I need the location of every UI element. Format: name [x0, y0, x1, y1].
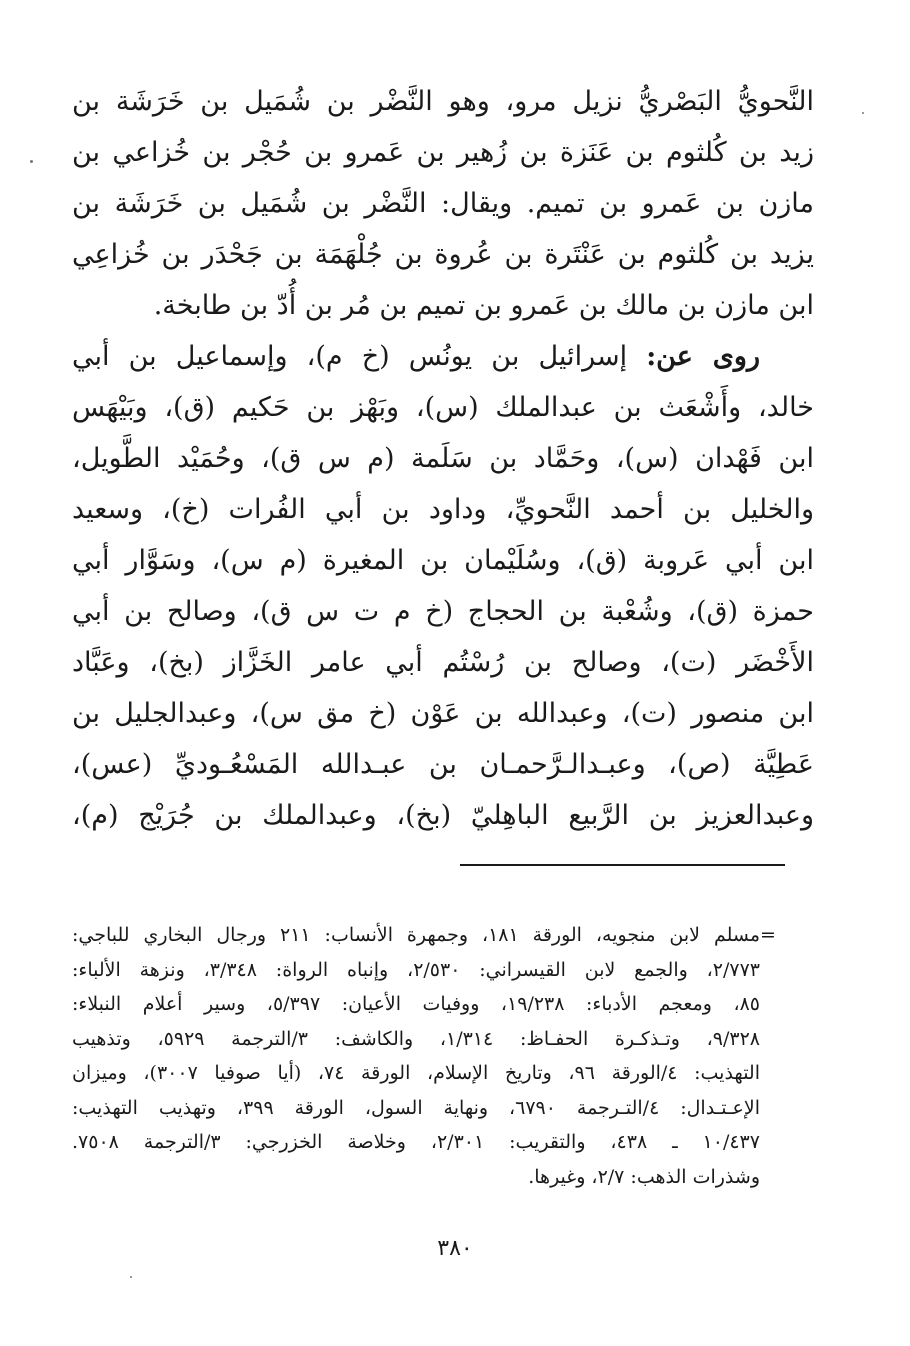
text-line: خالد، وأَشْعَث بن عبدالملك (س)، وبَهْز بن حَكيم (ق)، وبَيْهَس	[72, 392, 814, 423]
footnote-line: وشذرات الذهب: ٢/٧، وغيرها.	[528, 1165, 760, 1188]
footnote-separator	[460, 864, 785, 866]
page-number: ٣٨٠	[437, 1236, 473, 1261]
footnote-line: التهذيب: ٤/الورقة ٩٦، وتاريخ الإسلام، الورقة ٧٤، (أيا صوفيا ٣٠٠٧)، وميزان	[72, 1062, 760, 1084]
text-line: ابن أبي عَروبة (ق)، وسُلَيْمان بن المغيرة (م س)، وسَوَّار أبي	[72, 545, 814, 576]
text-line: مازن بن عَمرو بن تميم. ويقال: النَّضْر بن شُمَيل بن خَرَشَة بن	[72, 188, 814, 219]
text-line: ابن منصور (ت)، وعبدالله بن عَوْن (خ مق س)، وعبدالجليل بن	[72, 698, 815, 729]
riwaya-label: روى عن:	[646, 341, 760, 372]
text-line: عَطِيَّة (ص)، وعبـدالـرَّحمـان بن عبـدالله المَسْعُـوديِّ (عس)،	[72, 749, 814, 780]
text-line: ابن مازن بن مالك بن عَمرو بن تميم بن مُر بن أُدّ بن طابخة.	[153, 290, 814, 321]
riwaya-line	[72, 331, 814, 382]
text-line: وعبدالعزيز بن الرَّبيع الباهِليّ (بخ)، وعبدالملك بن جُرَيْج (م)،	[72, 800, 814, 831]
footnote-line: ٢/٧٧٣، والجمع لابن القيسراني: ٢/٥٣٠، وإنباه الرواة: ٣/٣٤٨، ونزهة الألباء:	[72, 958, 760, 981]
footnote-line: الإعـتـدال: ٤/التـرجمة ٦٧٩٠، ونهاية السول، الورقة ٣٩٩، وتهذيب التهذيب:	[72, 1096, 760, 1119]
text-line: زيد بن كُلثوم بن عَنَزة بن زُهير بن عَمرو بن حُجْر بن خُزاعي بن	[72, 137, 814, 168]
text-line: الأَخْضَر (ت)، وصالح بن رُسْتُم أبي عامر الخَزَّاز (بخ)، وعَبَّاد	[72, 647, 814, 678]
footnote-block	[72, 918, 760, 1194]
scan-speck	[130, 1276, 132, 1278]
footnote-line: ١٠/٤٣٧ ـ ٤٣٨، والتقريب: ٢/٣٠١، وخلاصة الخزرجي: ٣/الترجمة ٧٥٠٨.	[72, 1131, 760, 1153]
footnote-continuation-marker: =	[760, 924, 776, 946]
text-line: حمزة (ق)، وشُعْبة بن الحجاج (خ م ت س ق)، وصالح بن أبي	[72, 596, 814, 627]
text-line: النَّحويُّ البَصْريُّ نزيل مرو، وهو النَّضْر بن شُمَيل بن خَرَشَة بن	[72, 86, 814, 117]
text-line: ابن فَهْدان (س)، وحَمَّاد بن سَلَمة (م س ق)، وحُمَيْد الطَّويل،	[72, 443, 814, 474]
footnote-line: مسلم لابن منجويه، الورقة ١٨١، وجمهرة الأنساب: ٢١١ ورجال البخاري للباجي:	[72, 924, 761, 946]
scan-speck	[862, 112, 864, 114]
riwaya-line-text: إسرائيل بن يونُس (خ م)، وإسماعيل بن أبي	[72, 341, 628, 372]
scan-speck	[30, 160, 33, 163]
footnote-line: ٨٥، ومعجم الأدباء: ١٩/٢٣٨، ووفيات الأعيان: ٥/٣٩٧، وسير أعلام النبلاء:	[72, 993, 760, 1015]
text-line: والخليل بن أحمد النَّحويِّ، وداود بن أبي الفُرات (خ)، وسعيد	[72, 494, 814, 525]
footnote-line: ٩/٣٢٨، وتـذكـرة الحفـاظ: ١/٣١٤، والكاشف: ٣/الترجمة ٥٩٢٩، وتذهيب	[72, 1027, 760, 1050]
main-text-block	[72, 76, 814, 841]
text-line: يزيد بن كُلثوم بن عَنْتَرة بن عُروة بن جُلْهَمَة بن جَحْدَر بن خُزاعِي	[72, 239, 814, 270]
